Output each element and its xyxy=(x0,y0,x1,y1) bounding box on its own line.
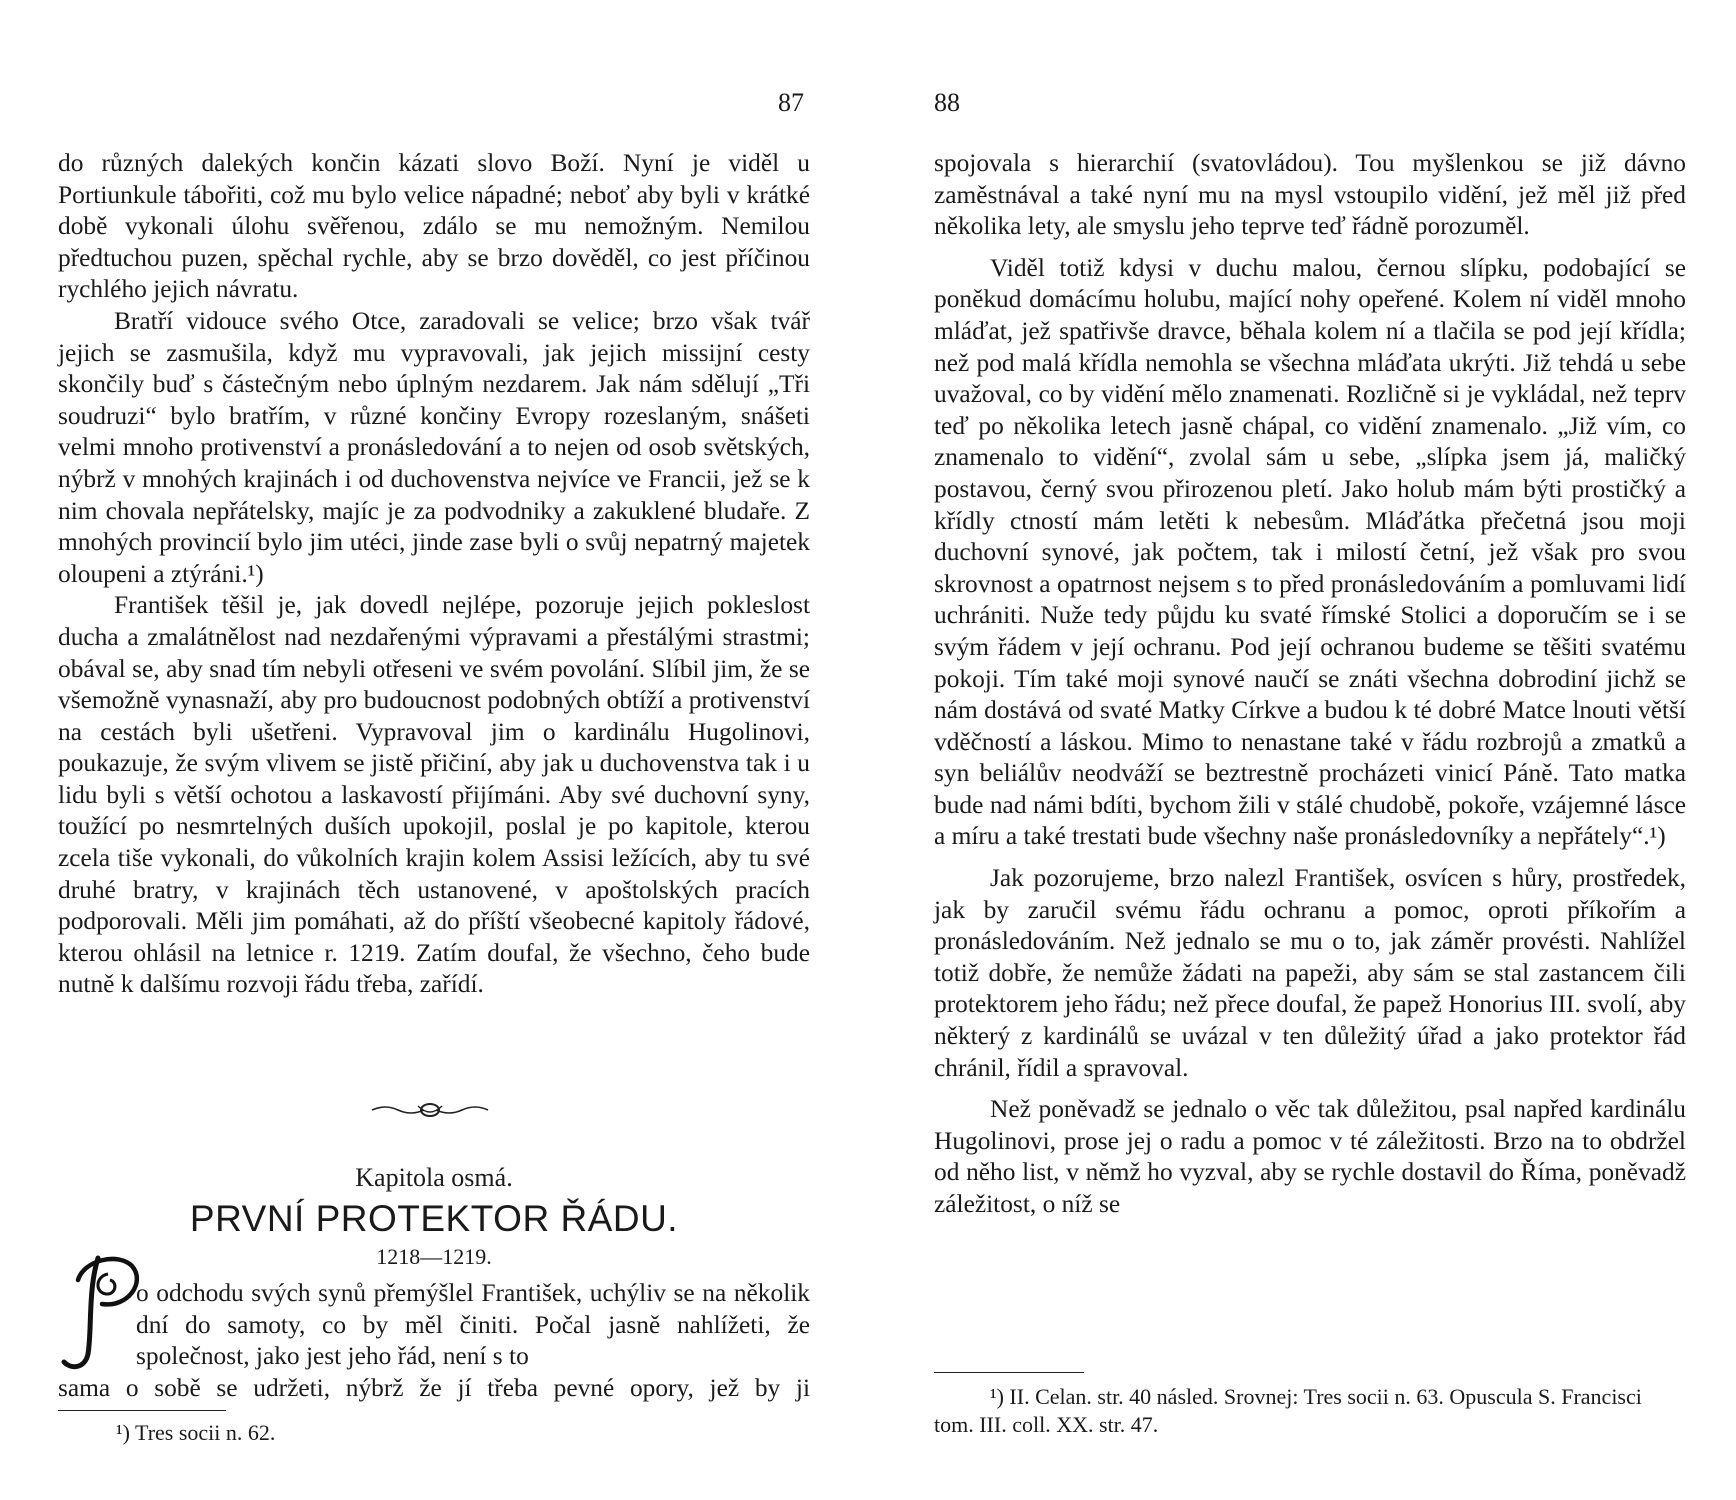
footnote-rule xyxy=(934,1372,1084,1373)
paragraph: František těšil je, jak dovedl nejlépe, pozoruje jejich pokleslost ducha a zmalátnělost nad nezdařenými výpravami a přestálými strastmi; obával se, aby snad tím nebyli otřeseni ve svém povolání. Slíbil jim, že se všemožně vynasnaží, aby pro budoucnost podobných obtíží a protivenství na cestách byli ušetřeni. Vypravoval jim o kardinálu Hugolinovi, poukazuje, že svým vlivem se jistě přičiní, aby jak u duchovenstva tak i u lidu byli s větší ochotou a laskavostí přijímáni. Aby své duchovní syny, toužící po nesmrtelných duších upokojil, poslal je po kapitole, kterou zcela tiše vykonali, do vůkolních krajin kolem Assisi ležících, aby tu své druhé bratry, v krajinách těch ustanovené, v apoštolských pracích podporovali. Měli jim pomáhati, až do příští všeobecné kapitoly řádové, kterou ohlásil na letnice r. 1219. Zatím doufal, že všechno, čeho bude nutně k dalšímu rozvoji řádu třeba, zařídí. xyxy=(58,591,810,999)
dropcap-paragraph: o odchodu svých synů přemýšlel František, uchýliv se na několik dní do samoty, co by měl činiti. Počal jasně nahlížeti, že společnost, jako jest jeho řád, není s to xyxy=(136,1279,810,1371)
paragraph: Viděl totiž kdysi v duchu malou, černou slípku, podobající se poněkud domácímu holubu, mající nohy opeřené. Kolem ní viděl mnoho mláďat, jež spatřivše dravce, běhala kolem ní a tlačila se pod její křídla; než pod malá křídla nemohla se všechna mláďata ukrýti. Již tehdá u sebe uvažoval, co by vidění mělo znamenati. Rozličně si je vykládal, než teprv teď po několika letech jasně chápal, co vidění znamenalo. „Již vím, co znamenalo to vidění“, zvolal sám u sebe, „slípka jsem já, maličký postavou, černý svou přirozenou pletí. Jako holub mám býti prostičký a křídly ctností mám letěti k nebesům. Mláďátka přečetná jsou moji duchovní synové, jak počtem, tak i milostí četní, jež však pro svou skrovnost a opatrnost nejsem s to před pronásledováním a pomluvami lidí uchrániti. Nuže tedy půjdu ku svaté římské Stolici a doporučím se i se svým řádem v její ochranu. Pod její ochranou budeme se těšiti svatému pokoji. Tím také moji synové naučí se znáti všechna dobrodiní jichž se nám dostává od svaté Matky Církve a budou k té dobré Matce lnouti větší vděčností a láskou. Mimo to nenastane také v řádu rozbrojů a zmatků a syn beliálův neodváží se beztrestně procházeti vinicí Páně. Tato matka bude nad námi bdíti, bychom žili v stálé chudobě, pokoře, vzájemné lásce a míru a také trestati bude všechny naše pronásledovníky a nepřátely“.¹) xyxy=(934,253,1686,851)
dropcap-letter-icon xyxy=(58,1250,144,1375)
paragraph: Jak pozorujeme, brzo nalezl František, osvícen s hůry, prostředek, jak by zaručil svému řádu ochranu a pomoc, oproti příkořím a pronásledováním. Než jednalo se mu o to, jak záměr provésti. Nahlížel totiž dobře, že nemůže žádati na papeži, aby sám se stal zastancem čili protektorem jeho řádu; než přece doufal, že papež Honorius III. svolí, aby některý z kardinálů se uvázal v ten důležitý úřad a jako protektor řád chránil, řídil a spravoval. xyxy=(934,864,1686,1082)
paragraph: Než poněvadž se jednalo o věc tak důležitou, psal napřed kardinálu Hugolinovi, prose jej o radu a pomoc v té záležitosti. Brzo na to obdržel od něho list, v němž ho vyzval, aby se rychle dostavil do Říma, poněvadž záležitost, o níž se xyxy=(934,1095,1686,1218)
chapter-title: PRVNÍ PROTEKTOR ŘÁDU. xyxy=(189,1198,679,1239)
dropcap-paragraph-last-line: sama o sobě se udržeti, nýbrž že jí třeba pevné opory, jež by ji xyxy=(58,1374,810,1402)
page-number: 88 xyxy=(934,88,960,117)
left-body-text xyxy=(58,148,810,1001)
chapter-label: Kapitola osmá. xyxy=(355,1163,513,1192)
chapter-years: 1218—1219. xyxy=(376,1244,492,1269)
footnote-rule xyxy=(58,1410,226,1411)
paragraph: spojovala s hierarchií (svatovládou). Tou myšlenkou se již dávno zaměstnával a také nyní mu na mysl vstoupilo vidění, jež měl již před několika lety, ale smyslu jeho teprve teď řádně porozuměl. xyxy=(934,149,1686,241)
paragraph: do různých dalekých končin kázati slovo Boží. Nyní je viděl u Portiunkule tábořiti, což mu bylo velice nápadné; neboť aby byli v krátké době vykonali úlohu svěřenou, zdálo se mu nemožným. Nemilou předtuchou puzen, spěchal rychle, aby se brzo dověděl, co jest příčinou rychlého jejich návratu. xyxy=(58,149,810,304)
right-page xyxy=(868,0,1736,1500)
ornament-divider-icon xyxy=(370,1100,490,1120)
footnote: ¹) Tres socii n. 62. xyxy=(116,1420,276,1445)
footnote: ¹) II. Celan. str. 40 násled. Srovnej: Tres socii n. 63. Opuscula S. Francisci tom. III. coll. XX. str. 47. xyxy=(934,1384,1642,1437)
paragraph: Bratří vidouce svého Otce, zaradovali se velice; brzo však tvář jejich se zasmušila, když mu vypravovali, jak jejich missijní cesty skončily buď s částečným nebo úplným nezdarem. Jak nám sdělují „Tři soudruzi“ bylo bratřím, v různé končiny Evropy rozeslaným, snášeti velmi mnoho protivenství a pronásledování a to nejen od osob světských, nýbrž v mnohých krajinách i od duchovenstva nejvíce ve Francii, jež se k nim chovala nepřátelsky, majíc je za podvodniky a zakuklené bludaře. Z mnohých provincií bylo jim utéci, jinde zase byli o svůj nepatrný majetek oloupeni a ztýráni.¹) xyxy=(58,306,810,588)
right-body-text xyxy=(934,148,1686,1221)
page-number: 87 xyxy=(778,88,804,117)
